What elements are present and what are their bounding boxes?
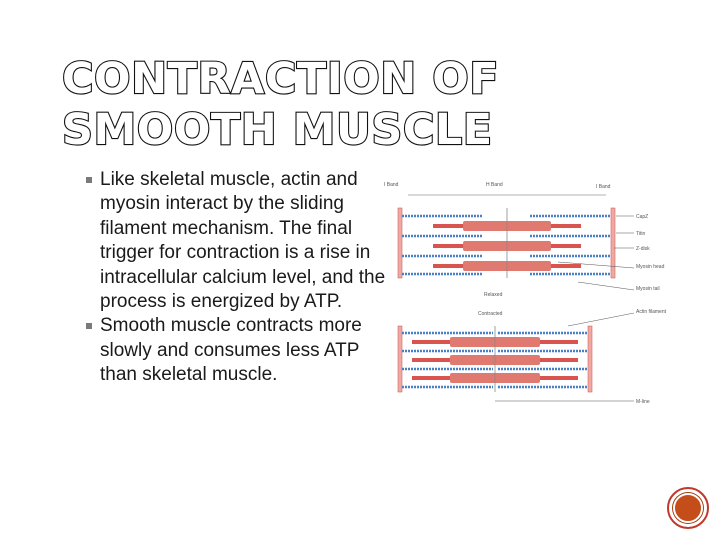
z-disk [588, 326, 592, 392]
state-label-contracted: Contracted [478, 311, 503, 317]
band-label-middle: H Band [486, 182, 503, 188]
contracted-sarcomere [398, 326, 592, 392]
label-m-line: M-line [636, 399, 650, 405]
bullet-text: Smooth muscle contracts more slowly and consumes less ATP than skeletal muscle. [100, 315, 362, 386]
bullet-marker [86, 323, 92, 329]
slide-title: CONTRACTION OF SMOOTH MUSCLE [62, 54, 500, 155]
band-label-left: I Band [384, 182, 399, 188]
label-capz: CapZ [636, 214, 649, 220]
z-disk [611, 208, 615, 278]
band-label-right: I Band [596, 184, 611, 190]
home-button[interactable] [667, 487, 709, 529]
label-myosin-head: Myosin head [636, 264, 665, 270]
home-button-icon [673, 493, 703, 523]
label-titin: Titin [636, 231, 646, 237]
bullet-marker [86, 177, 92, 183]
bullet-item [86, 314, 386, 387]
relaxed-sarcomere [398, 208, 615, 278]
label-actin-filament: Actin filament [636, 309, 667, 315]
label-myosin-tail: Myosin tail [636, 286, 660, 292]
bullet-list [86, 168, 386, 388]
sliding-filament-diagram [378, 178, 678, 413]
state-label-relaxed: Relaxed [484, 292, 503, 298]
z-disk [398, 208, 402, 278]
label-z-disk: Z-disk [636, 246, 650, 252]
bullet-item [86, 168, 386, 314]
bullet-text: Like skeletal muscle, actin and myosin interact by the sliding filament mechanism. The final trigger for contraction is a rise in intracellular calcium level, and the process is energized by ATP. [100, 169, 386, 313]
z-disk [398, 326, 402, 392]
